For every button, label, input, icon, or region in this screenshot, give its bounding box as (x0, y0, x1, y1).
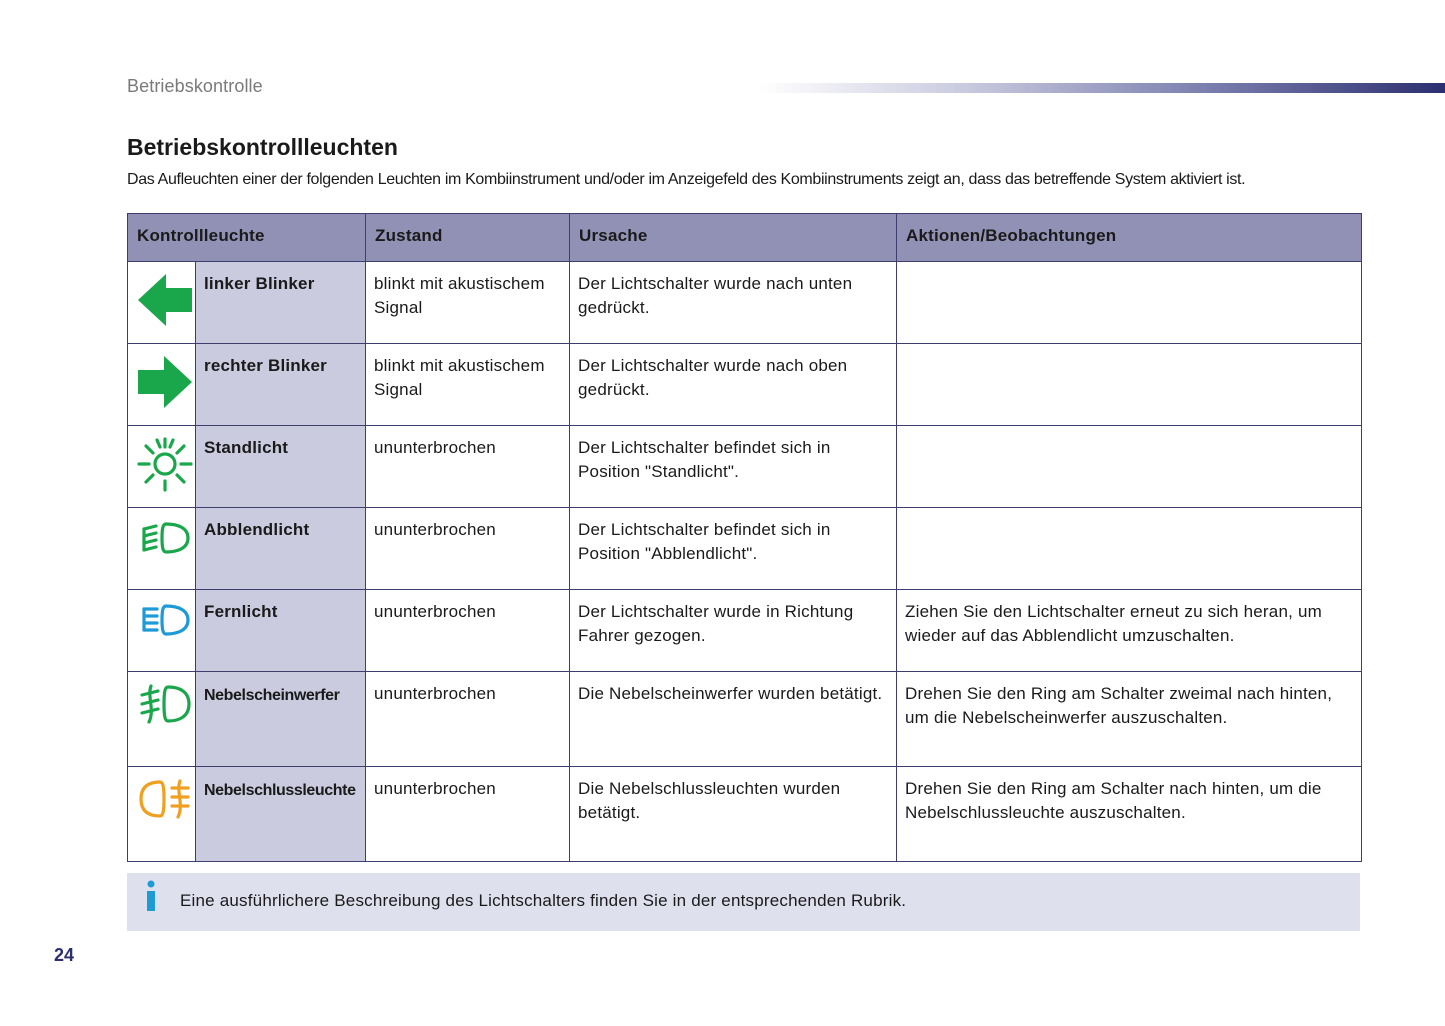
light-name: Abblendlicht (196, 508, 366, 590)
light-name: Standlicht (196, 426, 366, 508)
light-ursache: Die Nebelscheinwerfer wurden betätigt. (570, 672, 897, 767)
intro-text: Das Aufleuchten einer der folgenden Leuchten im Kombiinstrument und/oder im Anzeigefeld des Kombiinstruments zeigt an, dass das betreffende System aktiviert ist. (127, 171, 1246, 188)
front-fog-icon (136, 682, 194, 726)
light-name: Nebelschlussleuchte (196, 767, 366, 862)
header-gradient-bar (760, 83, 1445, 93)
light-aktionen: Drehen Sie den Ring am Schalter nach hinten, um die Nebelschlussleuchte auszuschalten. (897, 767, 1362, 862)
light-name: linker Blinker (196, 262, 366, 344)
light-ursache: Der Lichtschalter befindet sich in Position "Abblendlicht". (570, 508, 897, 590)
table-row (128, 767, 1362, 862)
table-row (128, 262, 1362, 344)
light-ursache: Der Lichtschalter wurde nach unten gedrückt. (570, 262, 897, 344)
left-arrow-icon (136, 272, 194, 328)
dipped-beam-icon (136, 518, 194, 558)
table-row (128, 426, 1362, 508)
light-zustand: ununterbrochen (366, 426, 570, 508)
table-row (128, 344, 1362, 426)
light-ursache: Der Lichtschalter wurde in Richtung Fahrer gezogen. (570, 590, 897, 672)
light-zustand: ununterbrochen (366, 508, 570, 590)
page-title: Betriebskontrollleuchten (127, 134, 398, 160)
light-zustand: ununterbrochen (366, 590, 570, 672)
header-zustand: Zustand (366, 214, 570, 262)
sidelight-icon (136, 436, 194, 492)
light-aktionen (897, 426, 1362, 508)
light-ursache: Die Nebelschlussleuchten wurden betätigt. (570, 767, 897, 862)
header-ursache: Ursache (570, 214, 897, 262)
light-name: rechter Blinker (196, 344, 366, 426)
table-row (128, 672, 1362, 767)
warning-lights-table (127, 213, 1362, 862)
header-aktionen: Aktionen/Beobachtungen (897, 214, 1362, 262)
light-ursache: Der Lichtschalter wurde nach oben gedrückt. (570, 344, 897, 426)
info-icon (145, 880, 157, 912)
info-text: Eine ausführlichere Beschreibung des Lichtschalters finden Sie in der entsprechenden Rubrik. (180, 891, 907, 910)
light-zustand: ununterbrochen (366, 672, 570, 767)
page-number: 24 (54, 945, 75, 965)
table-row (128, 508, 1362, 590)
table-header-row (128, 214, 1362, 262)
table-row (128, 590, 1362, 672)
light-aktionen: Drehen Sie den Ring am Schalter zweimal nach hinten, um die Nebelscheinwerfer auszuschalten. (897, 672, 1362, 767)
light-name: Nebelscheinwerfer (196, 672, 366, 767)
light-aktionen (897, 344, 1362, 426)
light-zustand: blinkt mit akustischem Signal (366, 344, 570, 426)
main-beam-icon (136, 600, 194, 640)
light-ursache: Der Lichtschalter befindet sich in Position "Standlicht". (570, 426, 897, 508)
light-aktionen: Ziehen Sie den Lichtschalter erneut zu sich heran, um wieder auf das Abblendlicht umzuschalten. (897, 590, 1362, 672)
section-header: Betriebskontrolle (127, 76, 263, 96)
rear-fog-icon (136, 777, 194, 821)
header-kontrollleuchte: Kontrollleuchte (128, 214, 366, 262)
light-aktionen (897, 262, 1362, 344)
light-zustand: ununterbrochen (366, 767, 570, 862)
light-zustand: blinkt mit akustischem Signal (366, 262, 570, 344)
light-aktionen (897, 508, 1362, 590)
light-name: Fernlicht (196, 590, 366, 672)
right-arrow-icon (136, 354, 194, 410)
